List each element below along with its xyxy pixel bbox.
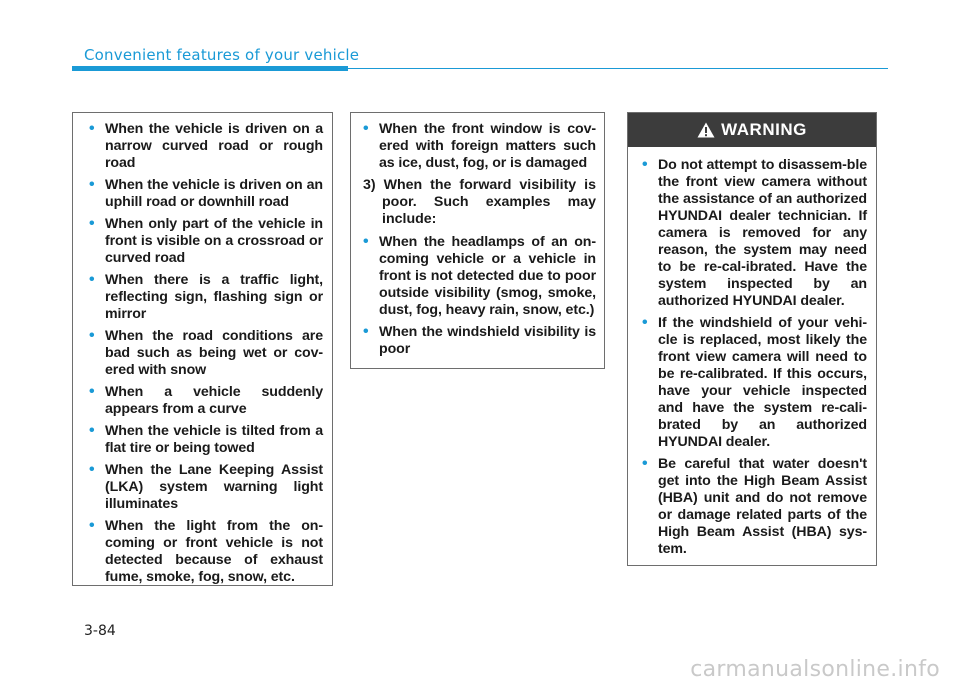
list-item: • Be careful that water doesn't get into the High Beam Assist (HBA) unit and do not remove or damage related parts of the High Beam Assist (HBA) sys-tem.: [642, 456, 867, 558]
numbered-condition: 3) When the forward visibility is poor. Such examples may include:: [363, 177, 596, 227]
list-item: • When the vehicle is driven on an uphill road or downhill road: [89, 177, 323, 211]
list-item: • When only part of the vehicle in front is visible on a crossroad or curved road: [89, 216, 323, 267]
conditions-box-left: [72, 112, 333, 586]
conditions-list-left: [89, 121, 323, 586]
list-item: • When the windshield visibility is poor: [363, 324, 596, 358]
section-title: Convenient features of your vehicle: [84, 46, 360, 64]
conditions-list-middle-top: [363, 121, 596, 172]
conditions-list-middle-bottom: [363, 234, 596, 358]
header-rule: [348, 68, 888, 69]
conditions-box-middle: [350, 112, 605, 369]
list-item: • Do not attempt to disassem-ble the front view camera without the assistance of an authorized HYUNDAI dealer technician. If camera is removed for any reason, the system may need to be re-cal-ibrated. Have the system inspected by an authorized HYUNDAI dealer.: [642, 157, 867, 310]
list-item: • When the vehicle is tilted from a flat tire or being towed: [89, 423, 323, 457]
list-item: • When a vehicle suddenly appears from a curve: [89, 384, 323, 418]
list-item: • When the vehicle is driven on a narrow curved road or rough road: [89, 121, 323, 172]
list-item: • When there is a traffic light, reflecting sign, flashing sign or mirror: [89, 272, 323, 323]
list-item: • When the Lane Keeping Assist (LKA) system warning light illuminates: [89, 462, 323, 513]
list-item: • When the light from the on-coming or front vehicle is not detected because of exhaust fume, smoke, fog, snow, etc.: [89, 518, 323, 586]
warning-title: WARNING: [721, 120, 807, 139]
warning-header: [628, 113, 876, 147]
list-item: • If the windshield of your vehi-cle is replaced, most likely the front view camera will need to be re-calibrated. If this occurs, have your vehicle inspected and have the system re-cali-brated by an authorized HYUNDAI dealer.: [642, 315, 867, 451]
watermark: carmanualsonline.info: [690, 657, 940, 682]
list-item: • When the road conditions are bad such as being wet or cov-ered with snow: [89, 328, 323, 379]
list-item: • When the headlamps of an on-coming vehicle or a vehicle in front is not detected due to poor outside visibility (smog, smoke, dust, fog, heavy rain, snow, etc.): [363, 234, 596, 319]
warning-list: [642, 157, 867, 558]
warning-box: [627, 112, 877, 566]
list-item: • When the front window is cov-ered with foreign matters such as ice, dust, fog, or is damaged: [363, 121, 596, 172]
header-accent-bar: [72, 66, 348, 71]
warning-body: [628, 147, 876, 558]
warning-triangle-icon: [697, 122, 715, 138]
page-number: 3-84: [84, 623, 116, 639]
